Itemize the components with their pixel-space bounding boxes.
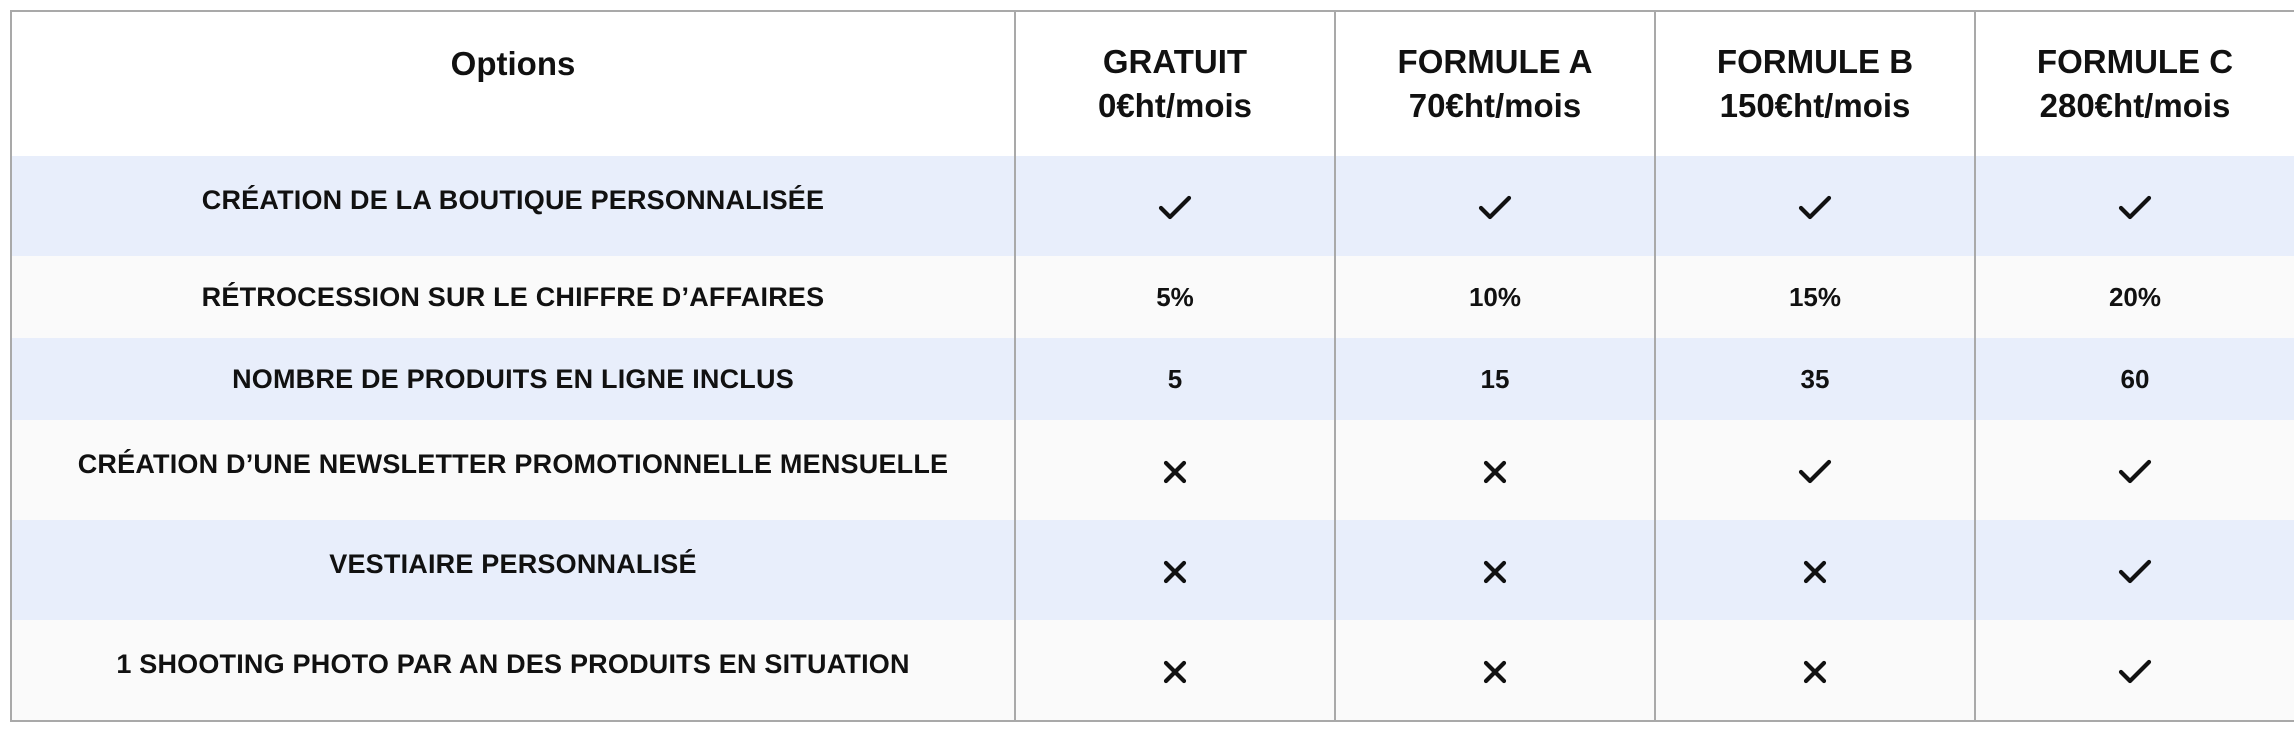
row-label: CRÉATION DE LA BOUTIQUE PERSONNALISÉE — [201, 184, 825, 215]
cross-icon — [1802, 649, 1828, 690]
table-row — [11, 620, 2294, 721]
table-cell — [1015, 420, 1335, 520]
table-cell — [1655, 520, 1975, 620]
row-label: VESTIAIRE PERSONNALISÉ — [329, 548, 697, 579]
table-cell — [1975, 620, 2294, 721]
header-row — [11, 11, 2294, 156]
plan-header-formule-c — [1975, 11, 2294, 156]
cross-icon — [1162, 449, 1188, 490]
plan-name: FORMULE C — [2036, 43, 2234, 80]
cross-icon — [1162, 549, 1188, 590]
cross-icon — [1802, 549, 1828, 590]
check-icon — [1798, 449, 1832, 490]
plan-price: 70€ht/mois — [1408, 87, 1582, 124]
table-cell — [1335, 420, 1655, 520]
check-icon — [1158, 185, 1192, 226]
plan-price: 0€ht/mois — [1097, 87, 1253, 124]
table-cell: 60 — [1975, 338, 2294, 420]
table-cell — [1975, 156, 2294, 256]
table-cell — [1975, 420, 2294, 520]
pricing-comparison-table — [10, 10, 2284, 720]
cross-icon — [1482, 549, 1508, 590]
table-cell: 15 — [1335, 338, 1655, 420]
check-icon — [2118, 449, 2152, 490]
table-cell — [1655, 420, 1975, 520]
check-icon — [1798, 185, 1832, 226]
row-label: RÉTROCESSION SUR LE CHIFFRE D’AFFAIRES — [201, 281, 825, 312]
cross-icon — [1482, 449, 1508, 490]
table-cell: 20% — [1975, 256, 2294, 338]
plan-price: 150€ht/mois — [1719, 87, 1911, 124]
cross-icon — [1162, 649, 1188, 690]
plan-price: 280€ht/mois — [2039, 87, 2231, 124]
plan-name: FORMULE B — [1716, 43, 1914, 80]
plan-name: GRATUIT — [1102, 43, 1248, 80]
table-cell — [1335, 620, 1655, 721]
plan-header-gratuit — [1015, 11, 1335, 156]
plan-name: FORMULE A — [1397, 43, 1593, 80]
plan-header-formule-b — [1655, 11, 1975, 156]
table-cell — [1655, 156, 1975, 256]
check-icon — [2118, 649, 2152, 690]
check-icon — [1478, 185, 1512, 226]
table-row — [11, 420, 2294, 520]
table-body — [11, 156, 2294, 721]
table-cell — [1015, 620, 1335, 721]
row-label: 1 SHOOTING PHOTO PAR AN DES PRODUITS EN SITUATION — [116, 648, 910, 679]
row-label: NOMBRE DE PRODUITS EN LIGNE INCLUS — [232, 363, 794, 394]
table-cell — [1335, 156, 1655, 256]
table-cell: 5% — [1015, 256, 1335, 338]
plan-header-formule-a — [1335, 11, 1655, 156]
table-cell: 10% — [1335, 256, 1655, 338]
table-cell — [1655, 620, 1975, 721]
options-header: Options — [11, 11, 1015, 156]
table-cell: 35 — [1655, 338, 1975, 420]
row-label: CRÉATION D’UNE NEWSLETTER PROMOTIONNELLE MENSUELLE — [77, 448, 949, 479]
pricing-table — [10, 10, 2294, 722]
table-row — [11, 156, 2294, 256]
check-icon — [2118, 185, 2152, 226]
table-row — [11, 256, 2294, 338]
table-cell — [1335, 520, 1655, 620]
table-cell — [1015, 520, 1335, 620]
table-cell: 15% — [1655, 256, 1975, 338]
table-row — [11, 338, 2294, 420]
table-cell — [1015, 156, 1335, 256]
check-icon — [2118, 549, 2152, 590]
cross-icon — [1482, 649, 1508, 690]
table-cell — [1975, 520, 2294, 620]
table-row — [11, 520, 2294, 620]
table-cell: 5 — [1015, 338, 1335, 420]
